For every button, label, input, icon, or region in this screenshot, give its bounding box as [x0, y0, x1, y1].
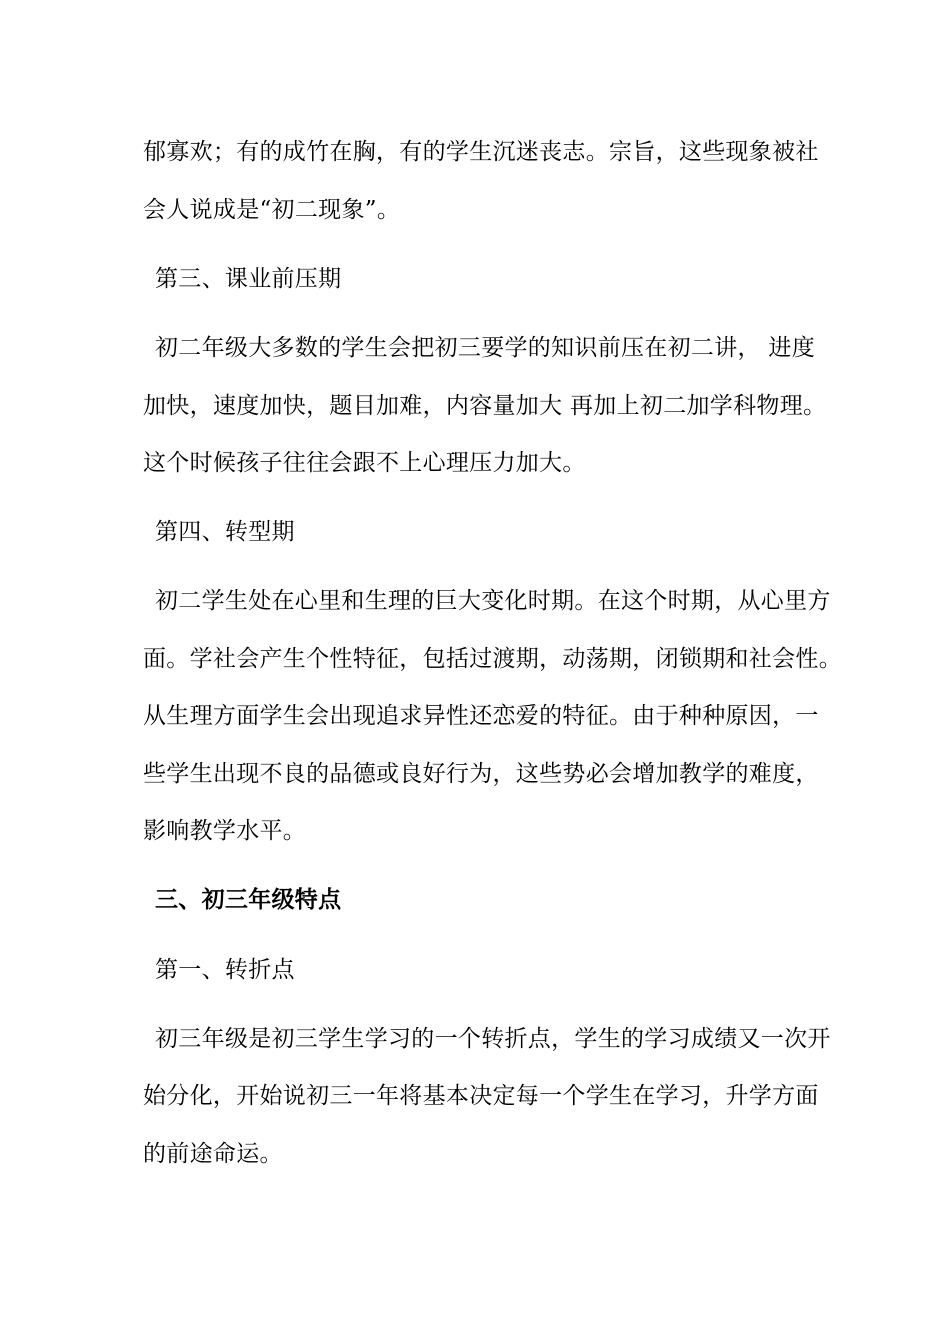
paragraph-line-2: 会人说成是“初二现象”。 [143, 197, 401, 223]
paragraph-line-7: 面。学社会产生个性特征，包括过渡期，动荡期，闭锁期和社会性。 [143, 646, 842, 672]
paragraph-line-13: 的前途命运。 [143, 1141, 283, 1167]
paragraph-line-8: 从生理方面学生会出现追求异性还恋爱的特征。由于种种原因，一 [143, 703, 819, 729]
paragraph-line-3: 初二年级大多数的学生会把初三要学的知识前压在初二讲， 进度 [155, 335, 816, 361]
paragraph-line-1: 郁寡欢；有的成竹在胸，有的学生沉迷丧志。宗旨，这些现象被社 [143, 139, 819, 165]
paragraph-line-5: 这个时候孩子往往会跟不上心理压力加大。 [143, 450, 586, 476]
section-heading-fourth: 第四、转型期 [155, 519, 295, 545]
paragraph-line-9: 些学生出现不良的品德或良好行为，这些势必会增加教学的难度， [143, 761, 819, 787]
section-heading-first: 第一、转折点 [155, 957, 295, 983]
chapter-heading-grade-three: 三、初三年级特点 [155, 886, 342, 913]
section-heading-third: 第三、课业前压期 [155, 266, 342, 292]
paragraph-line-12: 始分化，开始说初三一年将基本决定每一个学生在学习，升学方面 [143, 1083, 819, 1109]
paragraph-line-4: 加快，速度加快，题目加难，内容量加大 再加上初二加学科物理。 [143, 393, 827, 419]
paragraph-line-6: 初二学生处在心里和生理的巨大变化时期。在这个时期，从心里方 [155, 588, 831, 614]
paragraph-line-11: 初三年级是初三学生学习的一个转折点，学生的学习成绩又一次开 [155, 1026, 831, 1052]
paragraph-line-10: 影响教学水平。 [143, 818, 307, 844]
